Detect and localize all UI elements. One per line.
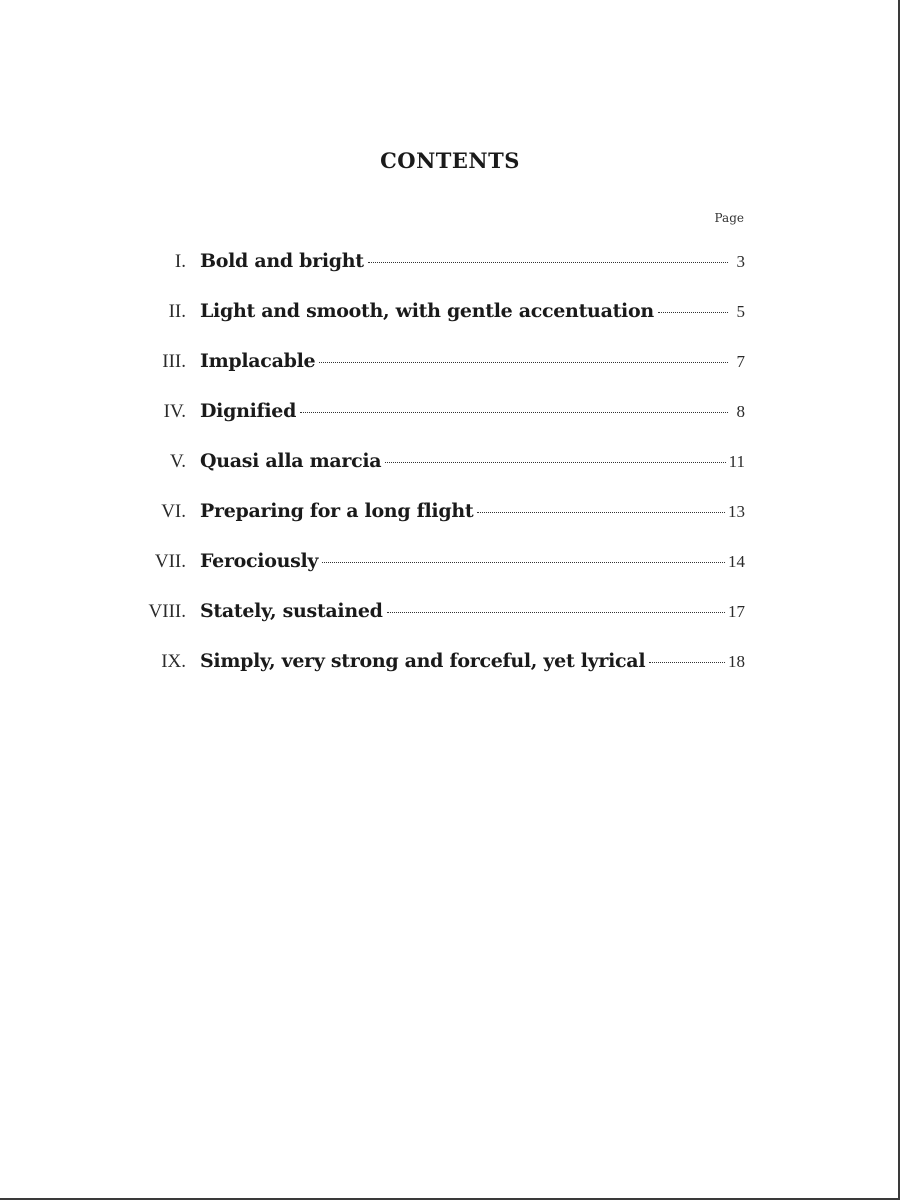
- toc-page-number: 7: [736, 352, 745, 371]
- page-title: CONTENTS: [380, 148, 520, 173]
- toc-title: Ferociously: [200, 550, 319, 572]
- toc-numeral: IX.: [161, 651, 186, 672]
- toc-page-number: 14: [728, 552, 745, 571]
- page-column-header: Page: [714, 211, 744, 225]
- dot-leader: [300, 412, 728, 413]
- toc-page-number: 17: [728, 602, 745, 621]
- toc-title: Stately, sustained: [200, 600, 383, 622]
- toc-numeral: III.: [162, 351, 186, 372]
- toc-numeral: VIII.: [148, 601, 186, 622]
- dot-leader: [319, 362, 728, 363]
- toc-numeral: V.: [169, 451, 186, 472]
- dot-leader: [658, 312, 728, 313]
- dot-leader: [387, 612, 725, 613]
- toc-page-number: 18: [728, 652, 745, 671]
- toc-numeral: VI.: [161, 501, 186, 522]
- toc-entry-8[interactable]: [140, 600, 745, 650]
- toc-numeral: IV.: [163, 401, 186, 422]
- toc-entry-5[interactable]: [140, 450, 745, 500]
- toc-page-number: 13: [728, 502, 745, 521]
- toc-title: Light and smooth, with gentle accentuation: [200, 300, 654, 322]
- toc-numeral: I.: [174, 251, 186, 272]
- toc-entry-3[interactable]: [140, 350, 745, 400]
- toc-title: Implacable: [200, 350, 316, 372]
- dot-leader: [477, 512, 725, 513]
- toc-page-number: 5: [736, 302, 745, 321]
- toc-page-number: 3: [736, 252, 745, 271]
- toc-title: Bold and bright: [200, 250, 364, 272]
- toc-entry-7[interactable]: [140, 550, 745, 600]
- dot-leader: [322, 562, 725, 563]
- toc-entry-2[interactable]: [140, 300, 745, 350]
- toc-numeral: II.: [168, 301, 186, 322]
- toc-entry-4[interactable]: [140, 400, 745, 450]
- dot-leader: [368, 262, 728, 263]
- toc-entry-6[interactable]: [140, 500, 745, 550]
- toc-page-number: 8: [736, 402, 745, 421]
- dot-leader: [385, 462, 725, 463]
- toc-title: Preparing for a long flight: [200, 500, 474, 522]
- toc-entry-1[interactable]: [140, 250, 745, 300]
- toc-title: Dignified: [200, 400, 297, 422]
- toc-title: Simply, very strong and forceful, yet lyrical: [200, 650, 646, 672]
- toc-numeral: VII.: [154, 551, 186, 572]
- toc-entry-9[interactable]: [140, 650, 745, 700]
- toc-page-number: 11: [728, 452, 745, 471]
- table-of-contents: [140, 250, 745, 700]
- dot-leader: [649, 662, 725, 663]
- toc-title: Quasi alla marcia: [200, 450, 382, 472]
